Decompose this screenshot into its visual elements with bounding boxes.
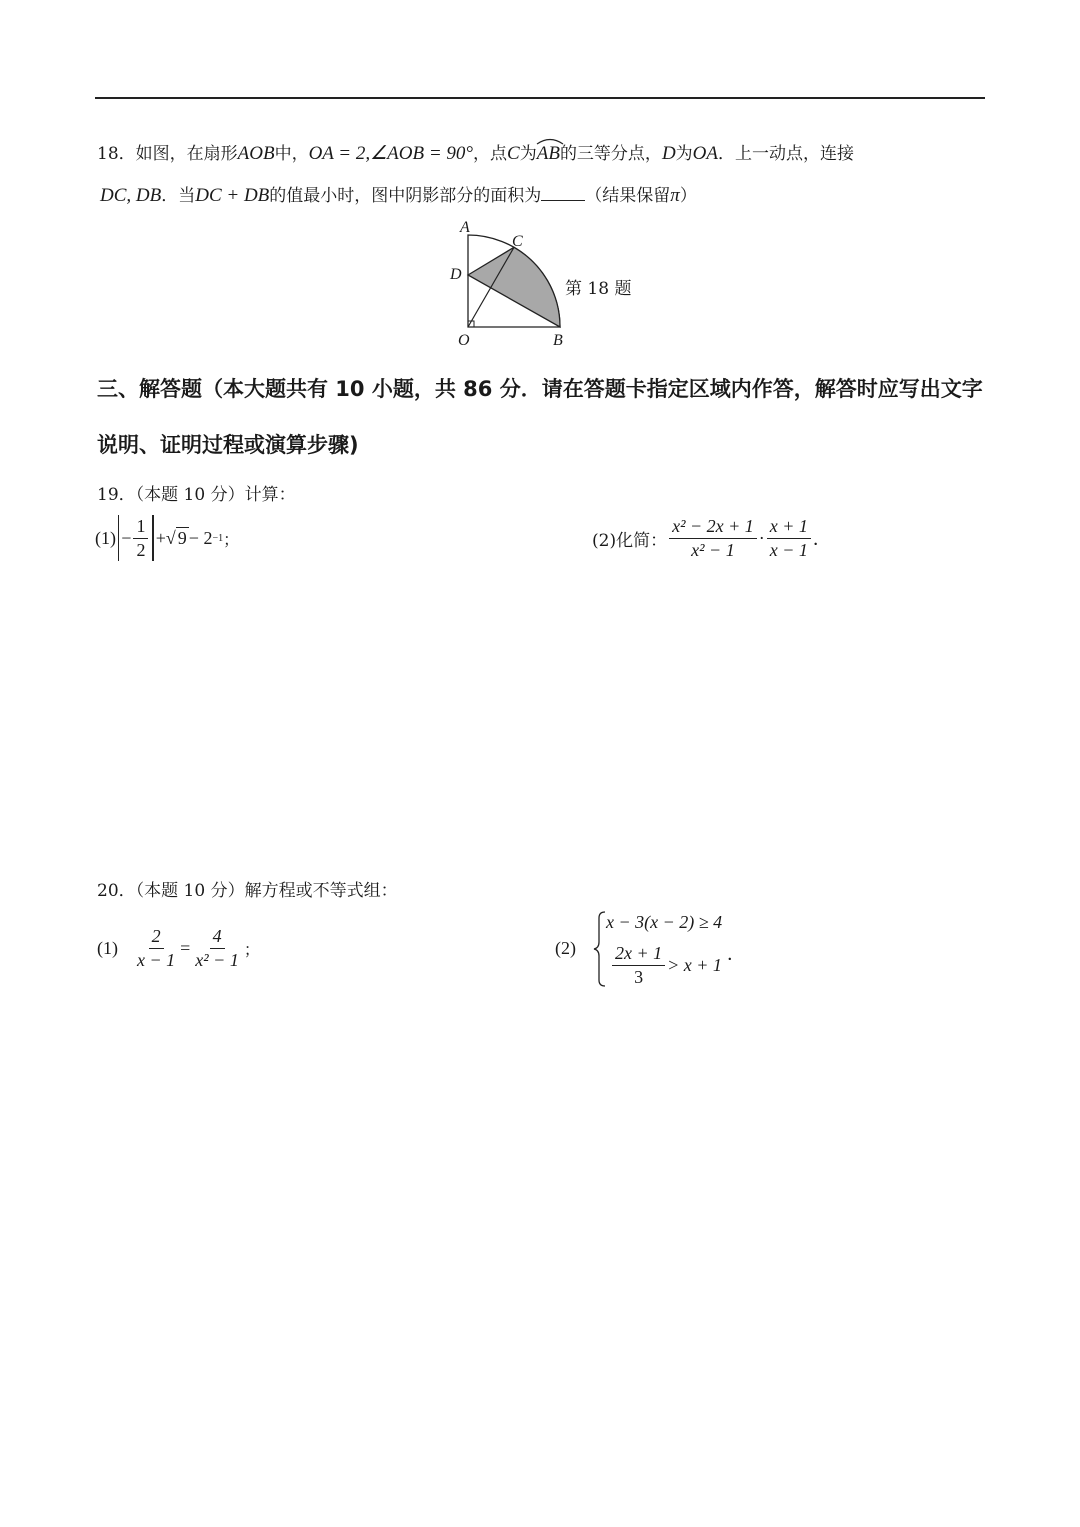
- section-title-line-2: 说明、证明过程或演算步骤): [97, 433, 359, 457]
- label-o: O: [458, 332, 470, 349]
- fraction-half: $\frac{1}{2}$: [133, 516, 148, 560]
- q20-header: 20．（本题 10 分）解方程或不等式组：: [97, 881, 398, 901]
- q20-part-1: (1) $\frac{2}{x - 1}$ = $\frac{4}{\text{x² − 1}}$ ；: [97, 926, 260, 970]
- fraction-1: $\frac{\text{x² − 2x + 1}}{\text{x² − 1}}$: [669, 516, 757, 560]
- abs-bar-right: [152, 515, 153, 561]
- label-a: A: [460, 219, 470, 236]
- q18-line-2: DC, DB．当DC + DB的值最小时，图中阴影部分的面积为 （结果保留π）: [100, 185, 697, 206]
- abs-bar-left: [118, 515, 119, 561]
- q20-part-2-label: (2): [555, 938, 576, 958]
- fraction-2: $\frac{x + 1}{x - 1}$: [767, 516, 811, 560]
- system-line-2: $\frac{2x + 1}{3}$ > x + 1: [610, 943, 722, 987]
- label-d: D: [450, 266, 462, 283]
- sqrt-icon: √: [165, 527, 176, 548]
- system-line-1: x − 3(x − 2) ≥ 4: [606, 912, 723, 932]
- system-end: ．: [727, 944, 745, 964]
- section-title-line-1: 三、解答题（本大题共有 10 小题，共 86 分．请在答题卡指定区域内作答，解答时应写出文字: [97, 377, 983, 401]
- label-b: B: [553, 332, 563, 349]
- q18-number: 18．: [97, 144, 136, 164]
- arc-ab: AB: [537, 139, 560, 165]
- fraction-left: $\frac{2}{x - 1}$: [137, 926, 176, 970]
- header-rule: [95, 97, 985, 99]
- q18-line-1: 18．如图，在扇形AOB中，OA = 2,∠AOB = 90°，点C为 AB的三等分点，D为OA．上一动点，连接: [97, 139, 854, 165]
- q19-header: 19．（本题 10 分）计算：: [97, 485, 296, 505]
- q19-part-1: (1) − $\frac{1}{2}$ + √ 9 − 2 −1 ；: [95, 515, 240, 560]
- q19-part-2: (2)化简： $\frac{\text{x² − 2x + 1}}{\text{x² − 1}}$ · $\frac{x + 1}{x - 1}$ ．: [592, 516, 831, 560]
- arc-symbol-icon: [535, 137, 565, 145]
- q18-condition: OA = 2,∠AOB = 90°: [308, 143, 474, 164]
- fraction-right: $\frac{4}{\text{x² − 1}}$: [195, 926, 239, 970]
- figure-caption: 第 18 题: [565, 279, 632, 299]
- label-c: C: [512, 233, 523, 250]
- answer-blank: [541, 186, 585, 201]
- fraction-system: $\frac{2x + 1}{3}$: [612, 943, 665, 987]
- shaded-region: [468, 247, 560, 327]
